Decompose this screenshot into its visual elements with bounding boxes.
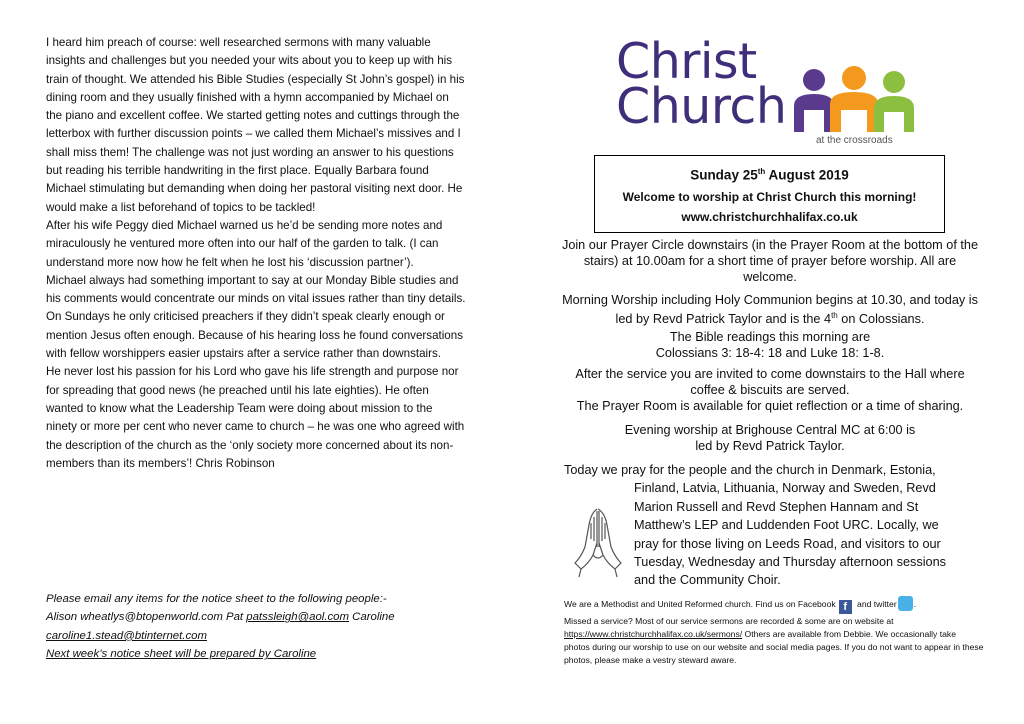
prayer-line: Finland, Latvia, Lithuania, Norway and Sweden, Revd (634, 481, 936, 496)
footer-social-text: We are a Methodist and United Reformed church. Find us on Facebook (564, 599, 836, 609)
footer-twitter-text: and twitter (854, 599, 897, 609)
service-date (595, 162, 944, 185)
footer-period: . (913, 599, 917, 609)
prayer-line: pray for those living on Leeds Road, and visitors to our (634, 536, 941, 551)
readings-intro: The Bible readings this morning are (669, 330, 871, 344)
morning-worship-suffix: th (831, 311, 838, 321)
prayer-line: Tuesday, Wednesday and Thursday afternoon sessions (634, 555, 946, 570)
church-logo (610, 33, 940, 151)
readings-list: Colossians 3: 18-4: 18 and Luke 18: 1-8. (655, 346, 885, 361)
prayer-line: Marion Russell and Revd Stephen Hannam and St (634, 499, 919, 514)
footer-photo-notice: Others are available from Debbie. We occasionally take photos during our worship to use on our website and social media pages. If you do not want to appear in these photos, please make a vestry steward aware. (564, 629, 984, 665)
contacts-alison-pat: Alison wheatlys@btopenworld.com Pat (46, 611, 247, 624)
prayer-line: Matthew’s LEP and Luddenden Foot URC. Locally, we (634, 518, 939, 533)
prayer-circle-text: Join our Prayer Circle downstairs (in the Prayer Room at the bottom of the stairs) at 10.00am for a short time of prayer before worship. All are welcome. (561, 238, 979, 285)
morning-worship-end: on Colossians. (837, 312, 925, 327)
readings-notice (560, 329, 980, 361)
logo-word-church: Church (616, 78, 787, 135)
service-header-box (594, 155, 945, 233)
article-paragraph: He never lost his passion for his Lord who gave his life strength and purpose nor for spreading that good news (he preached until his late eighties). He often wanted to know what the Leadership Team were doing about mission to the ninety or more per cent who never came to church – he was one who agreed with the description of the church as the ‘only society more concerned about its non-members than its members’! Chris Robinson (46, 365, 465, 470)
prayer-line: Today we pray for the people and the church in Denmark, Estonia, (564, 463, 936, 477)
prayer-room-text: The Prayer Room is available for quiet reflection or a time of sharing. (576, 399, 964, 414)
contacts-caroline-name: Caroline (349, 611, 395, 624)
morning-worship-notice (560, 292, 980, 328)
footer-missed-service: Missed a service? Most of our service sermons are recorded & some are on website at (564, 616, 894, 626)
website-link[interactable]: www.christchurchhalifax.co.uk (681, 209, 858, 224)
welcome-text: Welcome to worship at Christ Church this morning! (622, 189, 917, 204)
logo-word-christ: Christ (616, 33, 757, 90)
contacts-block (46, 590, 476, 664)
logo-people-icon (770, 66, 930, 138)
footer-sermons-line (564, 628, 984, 667)
evening-worship-text: Evening worship at Brighouse Central MC at 6:00 is led by Revd Patrick Taylor. (624, 423, 916, 454)
article-paragraph: After his wife Peggy died Michael warned us he’d be sending more notes and miraculously he ventured more often into our half of the garden to talk. (I can understand more now how he felt when he lost his ‘discussion partner’). (46, 218, 443, 269)
date-day: Sunday 25 (690, 167, 758, 183)
evening-worship-notice (560, 422, 980, 454)
after-service-notice (560, 366, 980, 415)
church-footer (564, 596, 984, 667)
facebook-icon[interactable]: f (839, 600, 852, 614)
next-week-note: Next week’s notice sheet will be prepared by Caroline (46, 648, 317, 661)
article-paragraph: Michael always had something important to say at our Monday Bible studies and his comments would concentrate our minds on vital issues rather than tiny details. On Sundays he only criticised preachers if they didn’t speak clearly enough or mention Jesus often enough. Because of his hearing loss he found conversations with fellow worshippers easier upstairs after a service rather than downstairs. (46, 273, 466, 361)
sermons-link[interactable]: https://www.christchurchhalifax.co.uk/sermons/ (564, 629, 743, 639)
tribute-article (46, 34, 466, 473)
praying-hands-icon (567, 503, 629, 583)
contacts-intro: Please email any items for the notice sheet to the following people:- (46, 593, 387, 605)
date-month-year: August 2019 (765, 167, 849, 183)
prayer-circle-notice (560, 237, 980, 286)
logo-tagline: at the crossroads (816, 135, 893, 146)
prayer-line: and the Community Choir. (634, 573, 781, 588)
footer-line-social (564, 596, 984, 614)
morning-worship-text (560, 292, 980, 328)
article-paragraph: I heard him preach of course: well researched sermons with many valuable insights and challenges but you needed your wits about you to keep up with his train of thought. We attended his Bible Studies (especially St John’s gospel) in his dining room and they usually finished with a hymn accompanied by Michael on the piano and excellent coffee. We started getting notes and cuttings through the letterbox with further discussion points – we called them Michael’s missives and I shall miss them! The challenge was not just wording an answer to his questions but reading his terrible handwriting in the first place. Equally Barbara found Michael stimulating but demanding when doing her pastoral visiting next door. He would make a list beforehand of topics to be tackled! (46, 36, 465, 214)
after-service-text: After the service you are invited to come downstairs to the Hall where coffee & biscuits are served. (575, 367, 965, 398)
date-suffix: th (757, 167, 766, 176)
email-link-pat[interactable]: patssleigh@aol.com (246, 611, 349, 624)
twitter-icon[interactable] (898, 596, 913, 611)
morning-worship-main: Morning Worship including Holy Communion begins at 10.30, and today is led by Revd Patrick Taylor and is the 4 (562, 293, 978, 327)
contacts-line (46, 608, 476, 626)
email-link-caroline[interactable]: caroline1.stead@btinternet.com (46, 629, 207, 642)
